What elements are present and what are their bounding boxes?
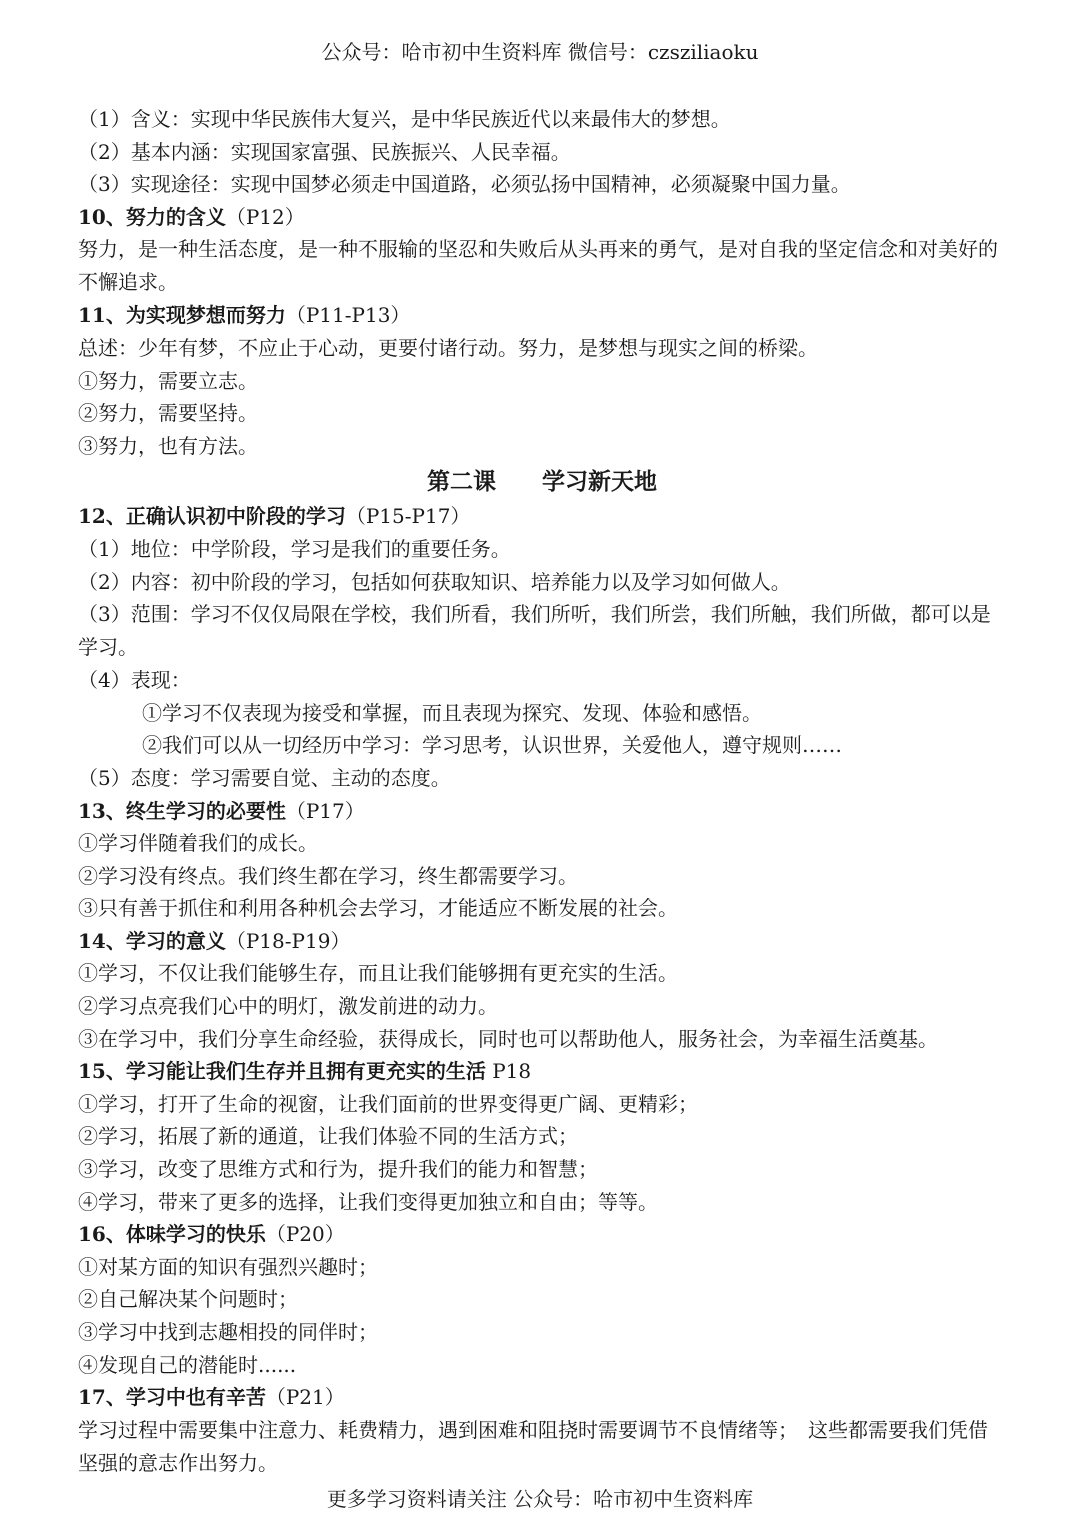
s14-line-3: ③在学习中，我们分享生命经验，获得成长，同时也可以帮助他人，服务社会，为幸福生活奠基。 <box>78 1026 938 1051</box>
s9-line-2: （2）基本内涵：实现国家富强、民族振兴、人民幸福。 <box>78 139 571 164</box>
s11-line-1: 总述：少年有梦，不应止于心动，更要付诸行动。努力，是梦想与现实之间的桥梁。 <box>78 335 818 360</box>
section-10-page: （P12） <box>225 204 305 229</box>
s16-line-3: ③学习中找到志趣相投的同伴时； <box>78 1320 378 1344</box>
s14-line-1: ①学习，不仅让我们能够生存，而且让我们能够拥有更充实的生活。 <box>78 961 678 986</box>
section-11-page: （P11-P13） <box>285 303 411 328</box>
s15-line-1: ①学习，打开了生命的视窗，让我们面前的世界变得更广阔、更精彩； <box>78 1091 698 1116</box>
s13-line-3: ③只有善于抓住和利用各种机会去学习，才能适应不断发展的社会。 <box>78 896 678 921</box>
s12-line-3: （3）范围：学习不仅仅局限在学校，我们所看，我们所听，我们所尝，我们所触，我们所做，都可以是学习。 <box>78 602 991 660</box>
s9-line-3: （3）实现途径：实现中国梦必须走中国道路，必须弘扬中国精神，必须凝聚中国力量。 <box>78 172 851 197</box>
s12-line-1: （1）地位：中学阶段，学习是我们的重要任务。 <box>78 536 511 561</box>
section-14-heading <box>78 925 1006 958</box>
s13-line-2: ②学习没有终点。我们终生都在学习，终生都需要学习。 <box>78 863 578 888</box>
s11-line-3: ②努力，需要坚持。 <box>78 401 258 426</box>
section-12-title: 12、正确认识初中阶段的学习 <box>78 504 346 529</box>
s9-line-1: （1）含义：实现中华民族伟大复兴，是中华民族近代以来最伟大的梦想。 <box>78 107 731 131</box>
page-footer: 更多学习资料请关注 公众号：哈市初中生资料库 <box>326 1487 754 1511</box>
s15-line-2: ②学习，拓展了新的通道，让我们体验不同的生活方式； <box>78 1124 578 1149</box>
section-15-title: 15、学习能让我们生存并且拥有更充实的生活 <box>78 1059 486 1084</box>
s15-line-4: ④学习，带来了更多的选择，让我们变得更加独立和自由；等等。 <box>78 1189 658 1214</box>
section-16-page: （P20） <box>265 1222 345 1247</box>
s12-line-2: （2）内容：初中阶段的学习，包括如何获取知识、培养能力以及学习如何做人。 <box>78 569 791 594</box>
s11-line-2: ①努力，需要立志。 <box>78 368 258 393</box>
s12-line-6: ②我们可以从一切经历中学习：学习思考，认识世界，关爱他人，遵守规则…… <box>142 733 842 758</box>
section-17-heading <box>78 1381 1006 1414</box>
section-10-title: 10、努力的含义 <box>78 204 226 229</box>
lesson-2-title: 第二课 学习新天地 <box>427 468 657 496</box>
section-11-title: 11、为实现梦想而努力 <box>78 303 286 328</box>
document-body <box>78 103 1006 1480</box>
s12-line-5: ①学习不仅表现为接受和掌握，而且表现为探究、发现、体验和感悟。 <box>142 700 762 725</box>
section-16-title: 16、体味学习的快乐 <box>78 1222 266 1247</box>
s11-line-4: ③努力，也有方法。 <box>78 433 258 458</box>
s16-line-1: ①对某方面的知识有强烈兴趣时； <box>78 1254 378 1279</box>
s16-line-4: ④发现自己的潜能时...... <box>78 1352 297 1377</box>
section-13-heading <box>78 795 1006 828</box>
section-12-page: （P15-P17） <box>345 504 471 529</box>
section-15-heading <box>78 1055 1006 1088</box>
s12-line-7: （5）态度：学习需要自觉、主动的态度。 <box>78 765 451 790</box>
section-14-page: （P18-P19） <box>225 928 351 953</box>
section-13-title: 13、终生学习的必要性 <box>78 798 286 823</box>
section-10-heading <box>78 201 1006 234</box>
section-15-page: P18 <box>485 1059 532 1084</box>
s13-line-1: ①学习伴随着我们的成长。 <box>78 831 318 856</box>
section-17-page: （P21） <box>265 1385 345 1410</box>
section-13-page: （P17） <box>285 798 365 823</box>
section-17-body: 学习过程中需要集中注意力、耗费精力，遇到困难和阻挠时需要调节不良情绪等； 这些都需要我们凭借坚强的意志作出努力。 <box>78 1417 988 1475</box>
s16-line-2: ②自己解决某个问题时； <box>78 1287 298 1312</box>
section-12-heading <box>78 500 1006 533</box>
section-16-heading <box>78 1218 1006 1251</box>
section-11-heading <box>78 299 1006 332</box>
s12-line-4: （4）表现： <box>78 668 191 693</box>
s14-line-2: ②学习点亮我们心中的明灯，激发前进的动力。 <box>78 994 498 1019</box>
page-header: 公众号：哈市初中生资料库 微信号：czsziliaoku <box>321 40 759 64</box>
section-17-title: 17、学习中也有辛苦 <box>78 1385 266 1410</box>
section-10-body: 努力，是一种生活态度，是一种不服输的坚忍和失败后从头再来的勇气，是对自我的坚定信念和对美好的不懈追求。 <box>78 237 998 295</box>
s15-line-3: ③学习，改变了思维方式和行为，提升我们的能力和智慧； <box>78 1157 598 1182</box>
section-14-title: 14、学习的意义 <box>78 928 226 953</box>
